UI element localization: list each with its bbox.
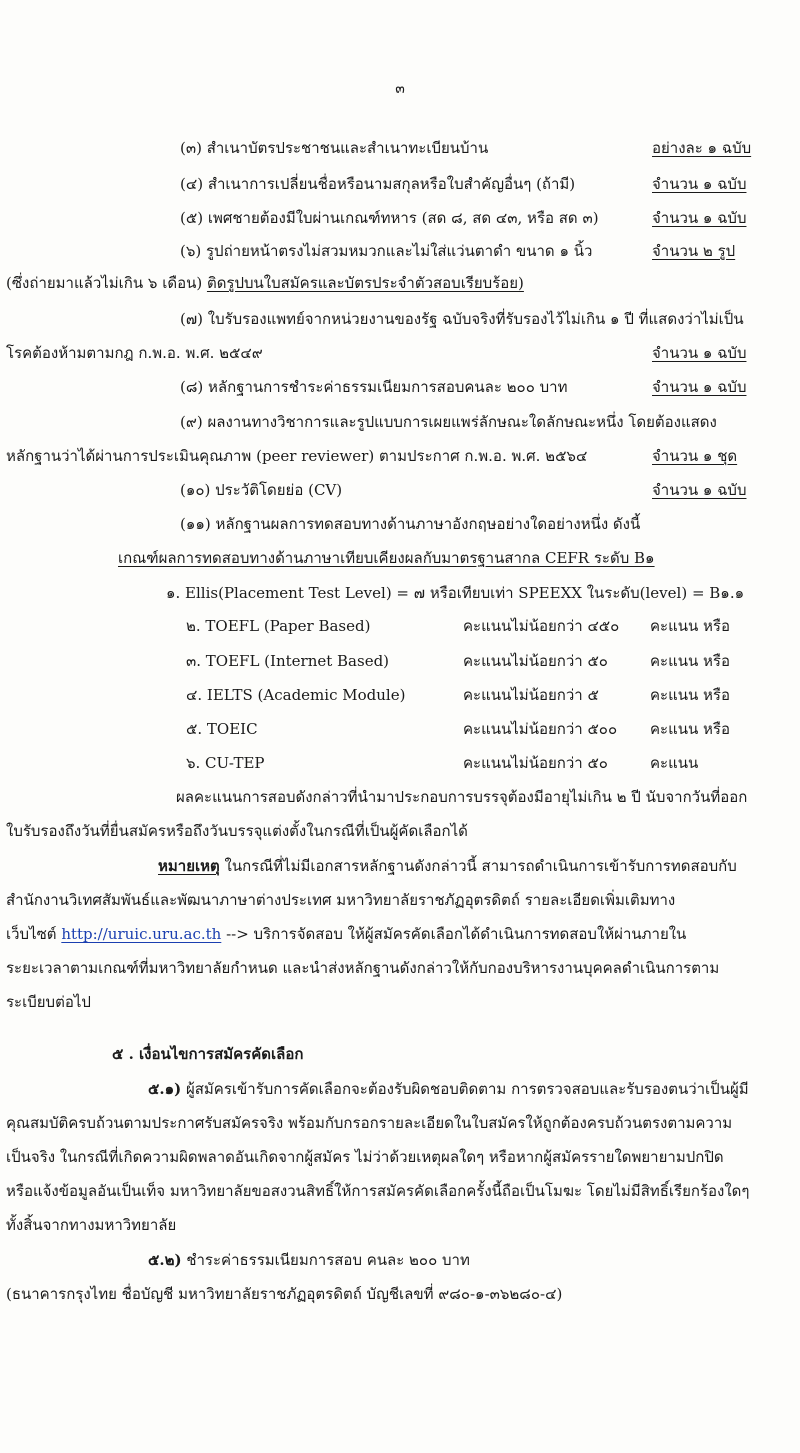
test-unit: คะแนน หรือ (650, 617, 730, 635)
test-name: ๕. TOEIC (186, 720, 258, 738)
doc-item-5-qty: จำนวน ๑ ฉบับ (652, 209, 747, 227)
section-5-1-line5: ทั้งสิ้นจากทางมหาวิทยาลัย (6, 1216, 177, 1234)
doc-item-8: (๘) หลักฐานการชำระค่าธรรมเนียมการสอบคนละ ๒๐๐ บาท (180, 378, 568, 396)
website-link[interactable]: http://uruic.uru.ac.th (61, 925, 222, 943)
section-5-2-line2: (ธนาคารกรุงไทย ชื่อบัญชี มหาวิทยาลัยราชภัฏอุตรดิตถ์ บัญชีเลขที่ ๙๘๐-๑-๓๖๒๘๐-๔) (6, 1285, 563, 1303)
note-label: หมายเหตุ (158, 857, 220, 875)
doc-item-9-line1: (๙) ผลงานทางวิชาการและรูปแบบการเผยแพร่ลักษณะใดลักษณะหนึ่ง โดยต้องแสดง (180, 413, 717, 431)
doc-item-5: (๕) เพศชายต้องมีใบผ่านเกณฑ์ทหาร (สด ๘, สด ๔๓, หรือ สด ๓) (180, 209, 599, 227)
test-name: ๖. CU-TEP (186, 754, 265, 772)
doc-item-9-qty: จำนวน ๑ ชุด (652, 447, 738, 465)
test-score: คะแนนไม่น้อยกว่า ๕๐ (463, 754, 608, 772)
section-5-2-line1 (148, 1249, 470, 1271)
test-score: คะแนนไม่น้อยกว่า ๔๕๐ (463, 617, 620, 635)
test-ellis: ๑. Ellis(Placement Test Level) = ๗ หรือเทียบเท่า SPEEXX ในระดับ(level) = B๑.๑ (166, 584, 745, 602)
section-5-2-label: ๕.๒) (148, 1251, 182, 1269)
note-line3 (6, 923, 686, 945)
validity-line2: ใบรับรองถึงวันที่ยื่นสมัครหรือถึงวันบรรจุแต่งตั้งในกรณีที่เป็นผู้คัดเลือกได้ (6, 822, 468, 840)
section-5-1-text: ผู้สมัครเข้ารับการคัดเลือกจะต้องรับผิดชอบติดตาม การตรวจสอบและรับรองตนว่าเป็นผู้มี (181, 1080, 749, 1098)
test-name: ๒. TOEFL (Paper Based) (186, 617, 371, 635)
test-unit: คะแนน หรือ (650, 720, 730, 738)
section-5-1-line3: เป็นจริง ในกรณีที่เกิดความผิดพลาดอันเกิดจากผู้สมัคร ไม่ว่าด้วยเหตุผลใดๆ หรือหากผู้สมัครรายใดพยายามปกปิด (6, 1148, 724, 1166)
doc-item-7-line2: โรคต้องห้ามตามกฎ ก.พ.อ. พ.ศ. ๒๕๔๙ (6, 344, 263, 362)
test-unit: คะแนน หรือ (650, 686, 730, 704)
doc-item-11: (๑๑) หลักฐานผลการทดสอบทางด้านภาษาอังกฤษอย่างใดอย่างหนึ่ง ดังนี้ (180, 515, 641, 533)
note-line1 (158, 855, 737, 877)
note-line4: ระยะเวลาตามเกณฑ์ที่มหาวิทยาลัยกำหนด และนำส่งหลักฐานดังกล่าวให้กับกองบริหารงานบุคคลดำเนินการตาม (6, 959, 720, 977)
doc-item-4: (๔) สำเนาการเปลี่ยนชื่อหรือนามสกุลหรือใบสำคัญอื่นๆ (ถ้ามี) (180, 175, 576, 193)
test-score: คะแนนไม่น้อยกว่า ๕ (463, 686, 599, 704)
website-instruction: --> บริการจัดสอบ ให้ผู้สมัครคัดเลือกได้ดำเนินการทดสอบให้ผ่านภายใน (221, 925, 687, 943)
test-unit: คะแนน (650, 754, 699, 772)
doc-item-7-line1: (๗) ใบรับรองแพทย์จากหน่วยงานของรัฐ ฉบับจริงที่รับรองไว้ไม่เกิน ๑ ปี ที่แสดงว่าไม่เป็น (180, 310, 744, 328)
doc-item-6-continuation (6, 272, 524, 294)
doc-item-9-line2: หลักฐานว่าได้ผ่านการประเมินคุณภาพ (peer reviewer) ตามประกาศ ก.พ.อ. พ.ศ. ๒๕๖๔ (6, 447, 588, 465)
validity-line1: ผลคะแนนการสอบดังกล่าวที่นำมาประกอบการบรรจุต้องมีอายุไม่เกิน ๒ ปี นับจากวันที่ออก (176, 788, 748, 806)
section-5-1-line4: หรือแจ้งข้อมูลอันเป็นเท็จ มหาวิทยาลัยขอสงวนสิทธิ์ให้การสมัครคัดเลือกครั้งนี้ถือเป็นโมฆะ โดยไม่มีสิทธิ์เรียกร้องใดๆ (6, 1182, 750, 1200)
doc-item-8-qty: จำนวน ๑ ฉบับ (652, 378, 747, 396)
note-line2: สำนักงานวิเทศสัมพันธ์และพัฒนาภาษาต่างประเทศ มหาวิทยาลัยราชภัฏอุตรดิตถ์ รายละเอียดเพิ่มเติมทาง (6, 891, 676, 909)
note-line5: ระเบียบต่อไป (6, 993, 91, 1011)
section-5-1-label: ๕.๑) (148, 1080, 182, 1098)
test-score: คะแนนไม่น้อยกว่า ๕๐ (463, 652, 608, 670)
doc-item-6: (๖) รูปถ่ายหน้าตรงไม่สวมหมวกและไม่ใส่แว่นตาดำ ขนาด ๑ นิ้ว (180, 242, 593, 260)
test-name: ๔. IELTS (Academic Module) (186, 686, 406, 704)
photo-attach-note: ติดรูปบนใบสมัครและบัตรประจำตัวสอบเรียบร้อย) (206, 274, 524, 292)
photo-age-note: (ซึ่งถ่ายมาแล้วไม่เกิน ๖ เดือน) (6, 274, 207, 292)
website-label: เว็บไซต์ (6, 925, 62, 943)
section-5-1-line2: คุณสมบัติครบถ้วนตามประกาศรับสมัครจริง พร้อมกับกรอกรายละเอียดในใบสมัครให้ถูกต้องครบถ้วนตรงตามความ (6, 1114, 733, 1132)
doc-item-10: (๑๐) ประวัติโดยย่อ (CV) (180, 481, 343, 499)
section-5-1-line1 (148, 1078, 749, 1100)
note-text: ในกรณีที่ไม่มีเอกสารหลักฐานดังกล่าวนี้ สามารถดำเนินการเข้ารับการทดสอบกับ (219, 857, 737, 875)
doc-item-3: (๓) สำเนาบัตรประชาชนและสำเนาทะเบียนบ้าน (180, 139, 489, 157)
doc-item-4-qty: จำนวน ๑ ฉบับ (652, 175, 747, 193)
cefr-heading: เกณฑ์ผลการทดสอบทางด้านภาษาเทียบเคียงผลกับมาตรฐานสากล CEFR ระดับ B๑ (118, 549, 655, 567)
section-5-heading: ๕ . เงื่อนไขการสมัครคัดเลือก (112, 1045, 304, 1063)
doc-item-10-qty: จำนวน ๑ ฉบับ (652, 481, 747, 499)
doc-item-3-qty: อย่างละ ๑ ฉบับ (652, 139, 752, 157)
doc-item-7-qty: จำนวน ๑ ฉบับ (652, 344, 747, 362)
test-score: คะแนนไม่น้อยกว่า ๕๐๐ (463, 720, 618, 738)
page-number: ๓ (395, 81, 405, 97)
doc-item-6-qty: จำนวน ๒ รูป (652, 242, 736, 260)
test-unit: คะแนน หรือ (650, 652, 730, 670)
section-5-2-text: ชำระค่าธรรมเนียมการสอบ คนละ ๒๐๐ บาท (181, 1251, 470, 1269)
test-name: ๓. TOEFL (Internet Based) (186, 652, 390, 670)
